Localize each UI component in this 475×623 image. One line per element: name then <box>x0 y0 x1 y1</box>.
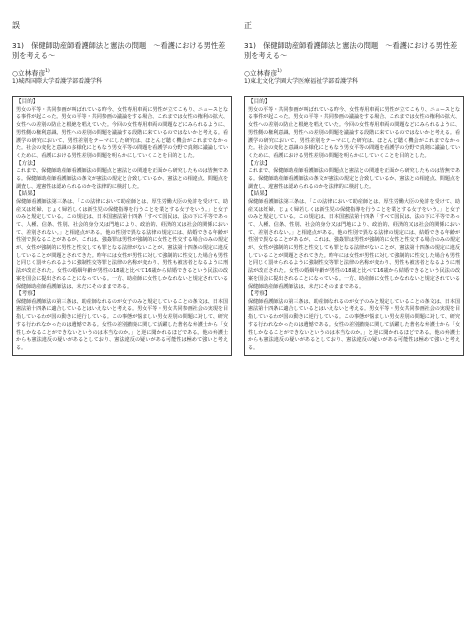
column-label: 誤 <box>12 21 20 30</box>
discussion-heading: 【考察】 <box>16 291 39 298</box>
affiliation: 1)城西国際大学看護学部看護学科 <box>12 78 103 86</box>
method-heading: 【方法】 <box>248 160 271 167</box>
purpose-heading: 【目的】 <box>248 99 271 106</box>
author-name <box>12 67 232 78</box>
affiliation: 1)東北文化学園大学医療福祉学部看護学科 <box>244 78 359 86</box>
purpose-text: 男女の平等・共同参画が叫ばれている昨今、女性専用車両に男性が立てこもり、ニュースとなる事件が起こった。男女の平等・共同参画の議論をする場合、これまでは女性の権利の拡大、女性への差別の防止と根絶を唱えていた。今回の女性専用車両の問題などにみられるように、男性側の権利意識、男性への差別の問題を議論する段階に来ているのではないかと考える。看護学の研究において、男性差別をテーマにした研究は、ほとんど聴く機会がこれまでなかった。社会の変化と意識の多様化にともなう男女平等の問題を看護学の分野で真剣に議論していくために、看護における男性差別の問題を明らかにしていくことを目的とした。 <box>16 106 228 159</box>
right-column-correct <box>244 14 464 356</box>
method-text: これまで、保健師助産師看護師法の問題点と憲法との関連を正面から研究したものは皆無である。保健師助産師看護師法の条文が憲法の規定と合致しているか、憲法との相違点、問題点を調査し、違憲性は認められるのかを法律的に検討した。 <box>248 168 460 190</box>
result-heading: 【結果】 <box>248 191 271 198</box>
purpose-heading: 【目的】 <box>16 99 39 106</box>
author-text: ○立林春彦 <box>244 69 278 78</box>
abstract-box <box>12 96 232 355</box>
author-text: ○立林春彦 <box>12 69 46 78</box>
abstract-title: 31) 保健師助産師看護師法と憲法の問題 ～看護における男性差別を考える～ <box>244 41 458 60</box>
discussion-text: 保健師看護師法の第三条は、助産師なれるのが女子のみと規定していることの条文は、日本国憲法第十四条に適合しているとはいえないと考える。男女平等・男女共同参画社会の実現を目指しているわが国の動きに逆行している。この事態が悩ましい男女差別の問題に対して、研究する行われなかったのは遺憾である。女性の差別撤廃に関して活躍した著名な弁護士から「女性しかなることができないというのは本当なのか。」と逆に聞かれるほどである。他の弁護士からも憲法違反の疑いがあるとしており、憲法違反の疑いがある可能性は極めて強いと考える。 <box>248 298 460 351</box>
result-text: 保健師看護師法第三条は、「この法律において助産師とは、厚生労働大臣の免許を受けて、助産又は妊婦、じょく婦若しくは新生児の保健指導を行うことを業とする女子をいう。」と女子のみと規定している。この規定は、日本国憲法第十四条「すべて国民は、法の下に平等であって、人種、信条、性別、社会的身分又は門地により、政治的、経済的又は社会的関係において、差別されない。」と相違点がある。他の性別で異なる法律の規定には、結婚できる年齢が性別で異なることがあるが、これは、強姦罪は男性が強制的に女性と性交する場合のみの規定が、女性が強制的に男性と性交しても罪となる法律がないことが、憲法第十四条の規定に違反していることが問題とされてきた。昨年には女性が男性に対して強制的に性交した場合も男性と同じく罰せられるように強制性交等罪と法律の名称が変わり、男性も被害者となるように刑法が改正された。女性の婚姻年齢が男性の18歳と比べて16歳から結婚できるという民法の改案を国会に提出されることになっている。一方、助産師に女性しかなれないと規定されている保健師助産師看護師法は、未だにそのままである。 <box>16 198 228 290</box>
discussion-text: 保健師看護師法の第三条は、助産師なれるのが女子のみと規定していることの条文は、日本国憲法第十四条に適合しているとはいえないと考える。男女平等・男女共同参画社会の実現を目指しているわが国の動きに逆行している。この事態が悩ましい男女差別の問題に対して、研究する行われなかったのは遺憾である。女性の差別撤廃に関して活躍した著名な弁護士から「女性しかなることができないというのは本当なのか。」と逆に聞かれるほどである。他の弁護士からも憲法違反の疑いがあるとしており、憲法違反の疑いがある可能性は極めて強いと考える。 <box>16 298 228 351</box>
author-sup: 1) <box>277 69 282 74</box>
method-heading: 【方法】 <box>16 160 39 167</box>
author-name <box>244 67 464 78</box>
result-text: 保健師看護師法第三条は、「この法律において助産師とは、厚生労働大臣の免許を受けて、助産又は妊婦、じょく婦若しくは新生児の保健指導を行うことを業とする女子をいう。」と女子のみと規定している。この規定は、日本国憲法第十四条「すべて国民は、法の下に平等であって、人種、信条、性別、社会的身分又は門地により、政治的、経済的又は社会的関係において、差別されない。」と相違点がある。他の性別で異なる法律の規定には、結婚できる年齢が性別で異なることがあるが、これは、強姦罪は男性が強制的に女性と性交する場合のみの規定が、女性が強制的に男性と性交しても罪となる法律がないことが、憲法第十四条の規定に違反していることが問題とされてきた。昨年には女性が男性に対して強制的に性交した場合も男性と同じく罰せられるように強制性交等罪と法律の名称が変わり、男性も被害者となるように刑法が改正された。女性の婚姻年齢が男性の18歳と比べて16歳から結婚できるという民法の改案を国会に提出されることになっている。一方、助産師に女性しかなれないと規定されている保健師助産師看護師法は、未だにそのままである。 <box>248 198 460 290</box>
abstract-title: 31) 保健師助産師看護師法と憲法の問題 ～看護における男性差別を考える～ <box>12 41 226 60</box>
abstract-box <box>244 96 464 355</box>
author-sup: 1) <box>45 69 50 74</box>
column-label: 正 <box>244 21 252 30</box>
method-text: これまで、保健師助産師看護師法の問題点と憲法との関連を正面から研究したものは皆無である。保健師助産師看護師法の条文が憲法の規定と合致しているか、憲法との相違点、問題点を調査し、違憲性は認められるのかを法律的に検討した。 <box>16 168 228 190</box>
left-column-incorrect <box>12 14 232 356</box>
purpose-text: 男女の平等・共同参画が叫ばれている昨今、女性専用車両に男性が立てこもり、ニュースとなる事件が起こった。男女の平等・共同参画の議論をする場合、これまでは女性の権利の拡大、女性への差別の防止と根絶を唱えていた。今回の女性専用車両の問題などにみられるように、男性側の権利意識、男性への差別の問題を議論する段階に来ているのではないかと考える。看護学の研究において、男性差別をテーマにした研究は、ほとんど聴く機会がこれまでなかった。社会の変化と意識の多様化にともなう男女平等の問題を看護学の分野で真剣に議論していくために、看護における男性差別の問題を明らかにしていくことを目的とした。 <box>248 106 460 159</box>
result-heading: 【結果】 <box>16 191 39 198</box>
discussion-heading: 【考察】 <box>248 291 271 298</box>
